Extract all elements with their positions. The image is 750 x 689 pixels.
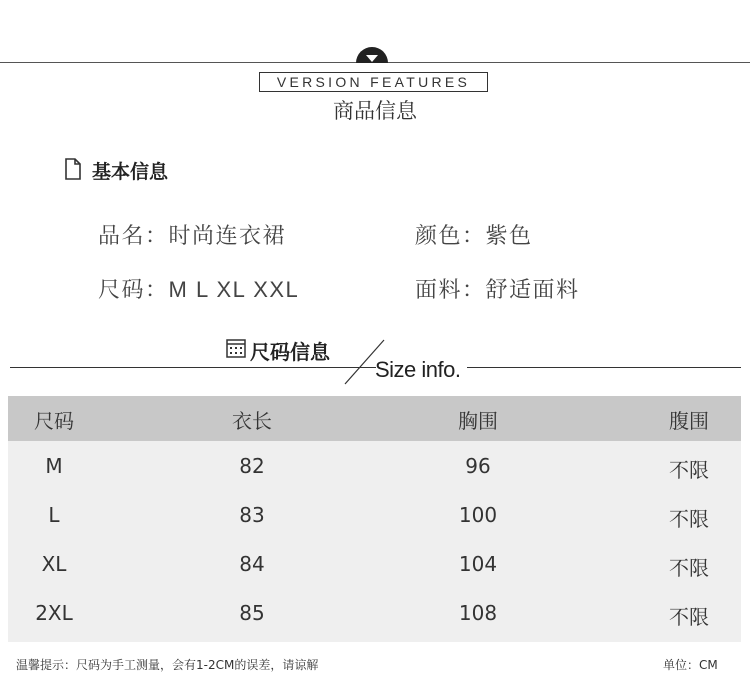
cell-waist: 不限 [669,556,709,580]
cell-length: 83 [239,503,265,527]
size-info-english: Size info. [375,357,461,382]
product-color [415,219,533,250]
cell-waist: 不限 [669,605,709,629]
product-fabric-label: 面料： [415,278,486,303]
cell-size: L [48,503,60,527]
unit-label: 单位：CM [663,658,718,672]
size-section-divider-right [467,367,741,368]
calendar-icon [226,338,246,358]
cell-bust: 104 [458,552,498,576]
cell-size: XL [41,552,67,576]
cell-bust: 108 [458,601,498,625]
size-table [8,396,741,642]
product-fabric-value: 舒适面料 [485,278,580,303]
cell-length: 84 [239,552,265,576]
basic-info-title: 基本信息 [92,161,169,183]
product-info-title: 商品信息 [333,99,417,123]
product-color-value: 紫色 [485,224,533,249]
cell-waist: 不限 [669,507,709,531]
cell-length: 85 [239,601,265,625]
cell-size: 2XL [35,601,73,625]
header-waist: 腹围 [669,409,709,433]
cell-bust: 100 [458,503,498,527]
document-icon [64,158,82,180]
cell-waist: 不限 [669,458,709,482]
header-size: 尺码 [34,409,74,433]
version-features-label: VERSION FEATURES [259,72,488,92]
cell-size: M [45,454,63,478]
product-color-label: 颜色： [415,224,486,249]
size-info-title: 尺码信息 [250,340,330,364]
cell-length: 82 [239,454,265,478]
product-sizes [98,273,299,304]
down-arrow-icon [356,47,388,63]
size-section-divider-left [10,367,376,368]
header-length: 衣长 [232,409,272,433]
product-name-label: 品名： [98,224,169,249]
measurement-note: 温馨提示：尺码为手工测量，会有1-2CM的误差，请谅解 [16,658,319,672]
product-fabric [415,273,580,304]
product-sizes-label: 尺码： [98,278,169,303]
header-bust: 胸围 [458,409,498,433]
cell-bust: 96 [465,454,491,478]
table-header [8,396,741,441]
product-name-value: 时尚连衣裙 [168,224,287,249]
product-name [98,219,286,250]
product-sizes-value: M L XL XXL [168,277,300,302]
